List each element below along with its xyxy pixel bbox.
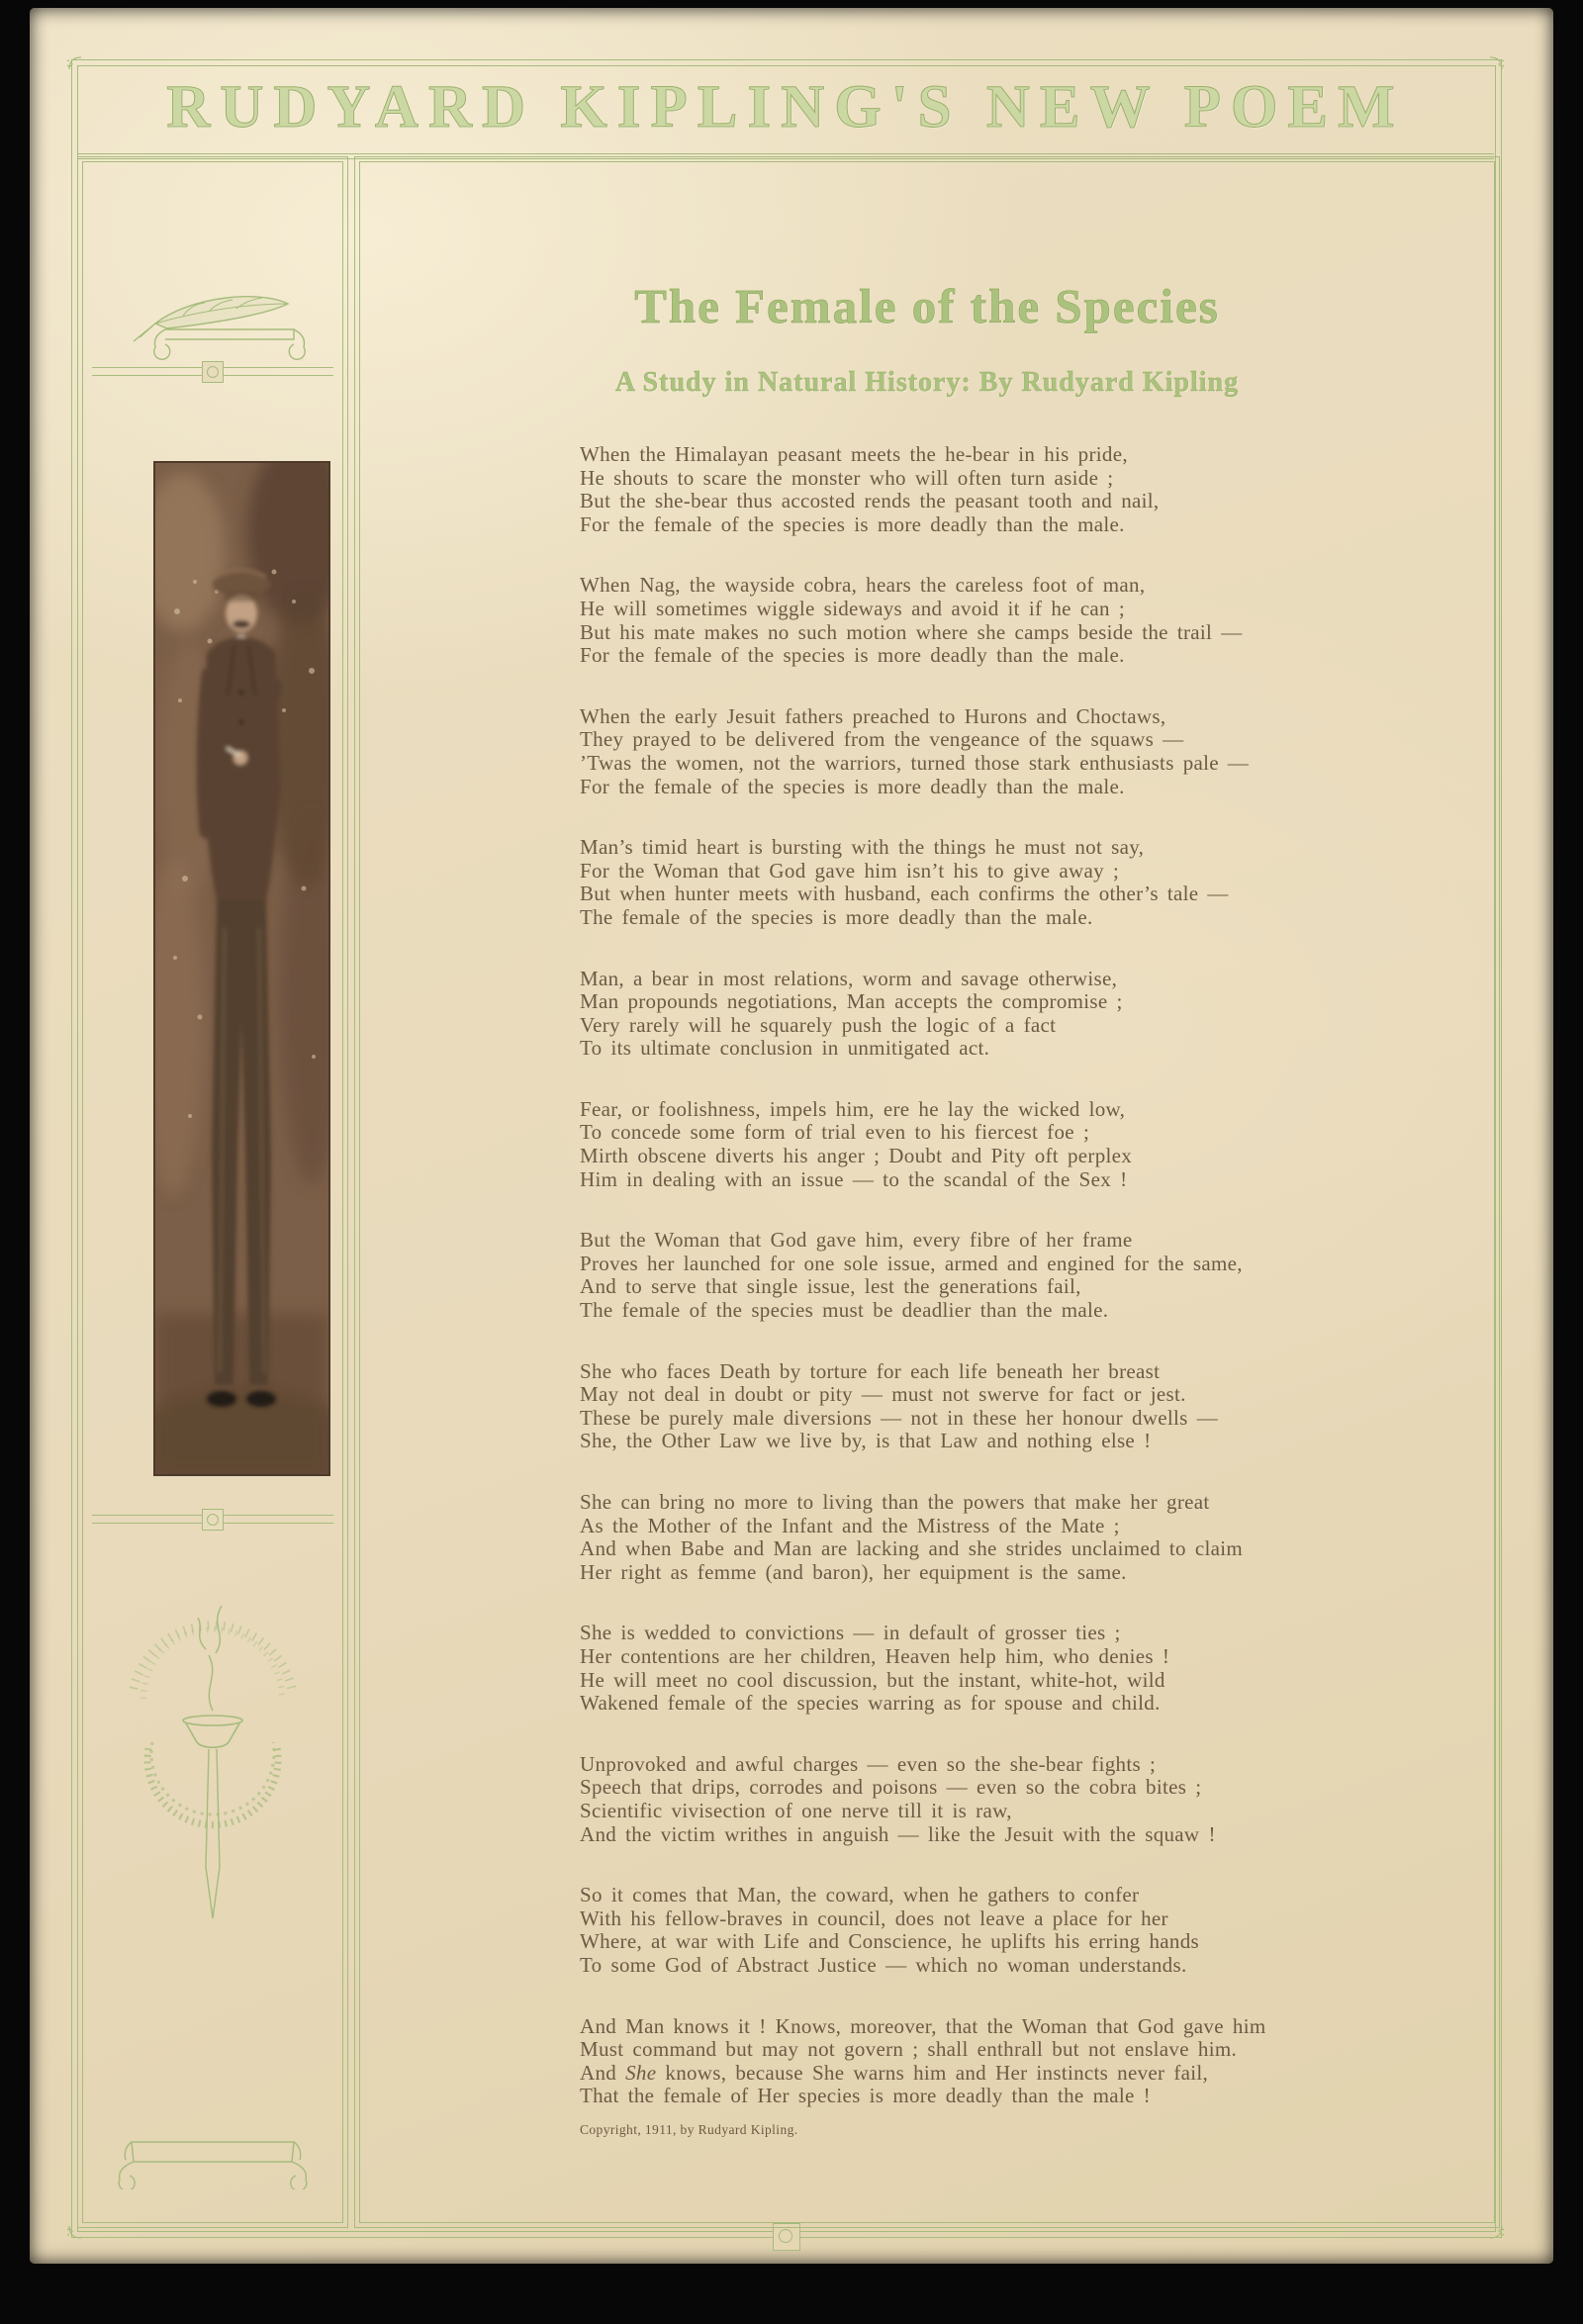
poem-line: As the Mother of the Infant and the Mistress of the Mate ; — [580, 1513, 1120, 1537]
quill-pen-icon — [114, 282, 312, 365]
poem-line: For the female of the species is more deadly than the male. — [580, 511, 1125, 536]
poem-line: Him in dealing with an issue — to the scandal of the Sex ! — [580, 1166, 1128, 1191]
poem-line: They prayed to be delivered from the vengeance of the squaws — — [580, 727, 1184, 752]
poem-stanza — [580, 574, 1480, 667]
poem-line: For the female of the species is more deadly than the male. — [580, 643, 1125, 668]
poem-stanza — [580, 443, 1480, 536]
poem-stanza — [580, 1360, 1480, 1453]
poem-line: Wakened female of the species warring as for spouse and child. — [580, 1691, 1161, 1716]
poem-line: To its ultimate conclusion in unmitigated act. — [580, 1036, 990, 1061]
copyright-line: Copyright, 1911, by Rudyard Kipling. — [580, 2122, 798, 2137]
poem-line: Must command but may not govern ; shall enthrall but not enslave him. — [580, 2037, 1238, 2062]
poem-line: May not deal in doubt or pity — must not swerve for fact or jest. — [580, 1382, 1186, 1407]
poem-stanza — [580, 968, 1480, 1061]
divider-ornament — [202, 1509, 224, 1531]
poem-line: When the early Jesuit fathers preached to Hurons and Choctaws, — [580, 703, 1166, 728]
poem-line: The female of the species must be deadlier than the male. — [580, 1298, 1109, 1323]
poem-line: To concede some form of trial even to his fiercest foe ; — [580, 1120, 1090, 1145]
poem-line: When Nag, the wayside cobra, hears the careless foot of man, — [580, 573, 1146, 598]
poem-line: She who faces Death by torture for each life beneath her breast — [580, 1358, 1161, 1383]
poem-line: Her right as femme (and baron), her equipment is the same. — [580, 1559, 1127, 1584]
poem-line: And when Babe and Man are lacking and she strides unclaimed to claim — [580, 1536, 1244, 1561]
poem-line: He will sometimes wiggle sideways and avoid it if he can ; — [580, 596, 1126, 620]
poem-line: Man propounds negotiations, Man accepts the compromise ; — [580, 989, 1123, 1014]
poem-line: To some God of Abstract Justice — which no woman understands. — [580, 1952, 1187, 1977]
poem-line: But the she-bear thus accosted rends the peasant tooth and nail, — [580, 489, 1160, 513]
poem-line: For the female of the species is more deadly than the male. — [580, 774, 1125, 798]
poem-line: Very rarely will he squarely push the logic of a fact — [580, 1012, 1057, 1037]
poem-column — [354, 156, 1500, 2228]
poem-line: The female of the species is more deadly than the male. — [580, 904, 1093, 929]
poem-line: But his mate makes no such motion where she camps beside the trail — — [580, 619, 1243, 644]
kipling-photo — [153, 461, 330, 1476]
poem-subtitle: A Study in Natural History: By Rudyard Kipling — [614, 367, 1240, 398]
poem-line: That the female of Her species is more deadly than the male ! — [580, 2084, 1151, 2108]
poem-line: Unprovoked and awful charges — even so the she-bear fights ; — [580, 1751, 1157, 1776]
poem-stanza — [580, 1229, 1480, 1322]
poem-line: She, the Other Law we live by, is that Law and nothing else ! — [580, 1429, 1152, 1453]
poem-stanza — [580, 1622, 1480, 1715]
poem-line: Where, at war with Life and Conscience, he uplifts his erring hands — [580, 1929, 1199, 1954]
poem-stanza — [580, 1884, 1480, 1977]
poem-line: Scientific vivisection of one nerve till it is raw, — [580, 1798, 1012, 1822]
poem-line: She can bring no more to living than the powers that make her great — [580, 1490, 1210, 1514]
poem-line: These be purely male diversions — not in these her honour dwells — — [580, 1405, 1219, 1430]
poem-line: And to serve that single issue, lest the generations fail, — [580, 1274, 1081, 1299]
masthead-band — [77, 65, 1494, 159]
ribbon-banner-icon — [98, 2132, 327, 2189]
poem-stanza — [580, 836, 1480, 929]
poem-line: He shouts to scare the monster who will often turn aside ; — [580, 465, 1114, 490]
poem-line: Man’s timid heart is bursting with the things he must not say, — [580, 835, 1145, 860]
torch-wreath-icon — [99, 1540, 326, 1936]
poem-line: Her contentions are her children, Heaven help him, who denies ! — [580, 1643, 1170, 1668]
poem-line: When the Himalayan peasant meets the he-bear in his pride, — [580, 442, 1128, 466]
divider-ornament — [202, 361, 224, 383]
poem-line: Speech that drips, corrodes and poisons — even so the cobra bites ; — [580, 1775, 1202, 1800]
poem-stanza — [580, 2015, 1480, 2108]
poem-line: She is wedded to convictions — in default of grosser ties ; — [580, 1621, 1121, 1645]
poem-line: Man, a bear in most relations, worm and savage otherwise, — [580, 966, 1118, 990]
poem-line: Fear, or foolishness, impels him, ere he lay the wicked low, — [580, 1096, 1126, 1121]
poem-line: And She knows, because She warns him and Her instincts never fail, — [580, 2060, 1209, 2085]
poem-line: With his fellow-braves in council, does not leave a place for her — [580, 1906, 1168, 1930]
poem — [580, 443, 1480, 2146]
poem-stanza — [580, 705, 1480, 798]
poem-line: He will meet no cool discussion, but the instant, white-hot, wild — [580, 1667, 1165, 1692]
poem-line: ’Twas the women, not the warriors, turned those stark enthusiasts pale — — [580, 750, 1250, 775]
poem-line: And the victim writhes in anguish — like the Jesuit with the squaw ! — [580, 1821, 1216, 1846]
broadside-paper — [30, 8, 1553, 2264]
poem-stanza — [580, 1753, 1480, 1846]
left-ornament-column — [77, 156, 348, 2228]
column-divider — [92, 1515, 333, 1524]
poem-line: But the Woman that God gave him, every fibre of her frame — [580, 1228, 1133, 1253]
poem-line: Mirth obscene diverts his anger ; Doubt and Pity oft perplex — [580, 1144, 1133, 1168]
masthead-title: RUDYARD KIPLING'S NEW POEM — [166, 74, 1405, 140]
poem-line: And Man knows it ! Knows, moreover, that the Woman that God gave him — [580, 2013, 1266, 2038]
poem-line: For the Woman that God gave him isn’t his to give away ; — [580, 858, 1120, 883]
column-divider — [92, 367, 333, 376]
poem-line: Proves her launched for one sole issue, armed and engined for the same, — [580, 1251, 1243, 1275]
poem-stanza — [580, 1098, 1480, 1191]
poem-line: But when hunter meets with husband, each confirms the other’s tale — — [580, 882, 1229, 906]
poem-title: The Female of the Species — [634, 279, 1220, 333]
poem-line: So it comes that Man, the coward, when he gathers to confer — [580, 1883, 1140, 1907]
poem-stanza — [580, 1491, 1480, 1584]
